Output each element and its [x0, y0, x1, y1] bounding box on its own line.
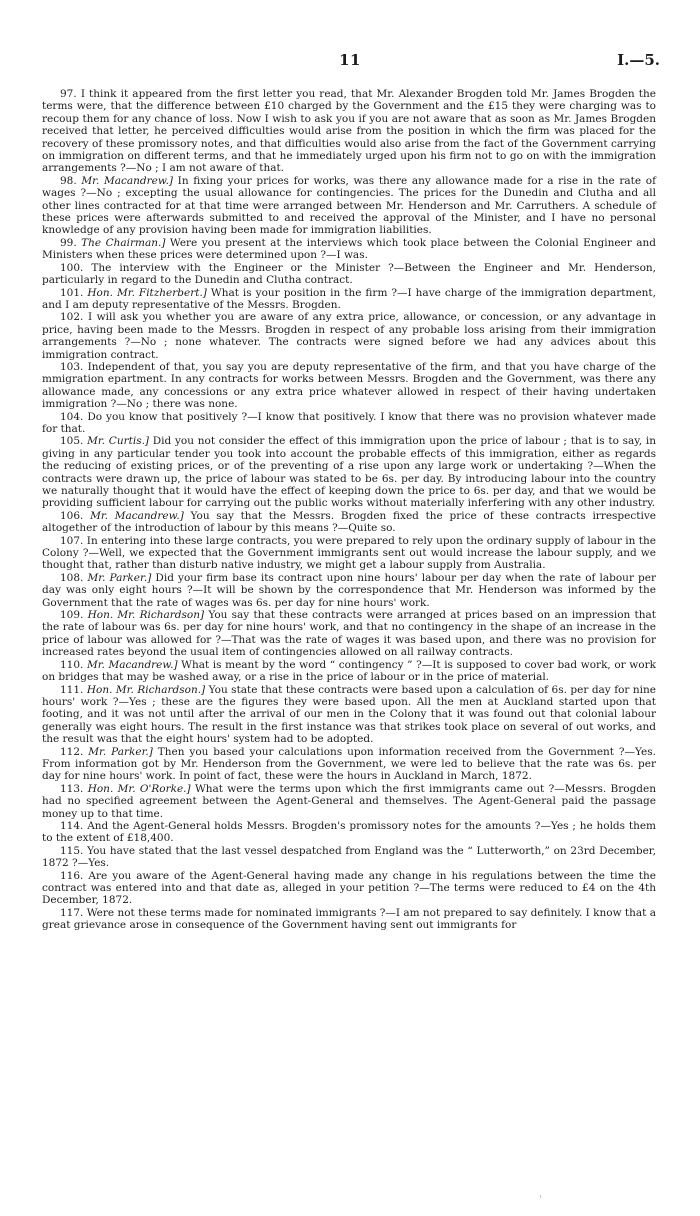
question-answer-text: In fixing your prices for works, was there any allowance made for a rise in the rate of wages ?—No ; excepting the usual allowance for contingencies. The prices for the Dunedin and Clutha and all other lines contracted for at that time were arranged between Mr. Henderson and Mr. Carruthers. A schedule of these prices were afterwards submitted to and received the approval of the Minister, and I have no personal knowledge of any provision having been made for immigration liabilities. [42, 174, 656, 237]
evidence-paragraph [42, 907, 656, 932]
question-number: 114. [60, 819, 84, 832]
evidence-paragraph [42, 311, 656, 361]
question-answer-text: Then you based your calculations upon information received from the Government ?—Yes. From information got by Mr. Henderson from the Government, we were led to believe that the rate was 6s. per day for nine hours' work. In point of fact, these were the hours in Auckland in March, 1872. [42, 745, 656, 783]
speaker-name: Mr. Parker.] [87, 571, 152, 584]
question-number: 113. [60, 782, 84, 795]
evidence-paragraph [42, 175, 656, 237]
question-answer-text: Did you not consider the effect of this immigration upon the price of labour ; that is to say, in giving in any particular tender you took into account the probable effects of this immigration, either as regards the reducing of existing prices, or of the preventing of a rise upon any large work or undertaking ?—When the contracts were drawn up, the price of labour was stated to be 6s. per day. By introducing labour into the country we naturally thought that it would have the effect of keeping down the price to 6s. per day, and that we would be providing sufficient labour for carrying out the public works without materially inferfering with any other industry. [42, 435, 656, 510]
speaker-name: The Chairman.] [81, 236, 166, 249]
page-number: 11 [339, 51, 361, 69]
question-answer-text: You say that these contracts were arranged at prices based on an impression that the rate of labour was 6s. per day for nine hours' work, and that no contingency in the shape of an increase in the price of labour was allowed for ?—That was the rate of wages it was based upon, and there was no provision for increased rates beyond the usual item of contingencies allowed on all railway contracts. [42, 609, 657, 659]
question-number: 103. [60, 360, 84, 373]
speaker-name: Mr. Macandrew.] [81, 174, 174, 187]
question-number: 102. [60, 311, 84, 324]
evidence-paragraph [42, 435, 656, 509]
evidence-paragraph [42, 609, 656, 659]
evidence-paragraph [42, 361, 656, 411]
evidence-paragraph [42, 746, 656, 783]
question-number: 110. [60, 658, 84, 671]
question-answer-text: The interview with the Engineer or the Minister ?—Between the Engineer and Mr. Henderson, particularly in regard to the Dunedin and Clutha contract. [42, 261, 656, 287]
question-answer-text: What were the terms upon which the first immigrants came out ?—Messrs. Brogden had no specified agreement between the Agent-General and themselves. The Agent-General paid the passage money up to that time. [42, 782, 656, 820]
question-number: 98. [60, 174, 77, 187]
evidence-paragraph [42, 684, 656, 746]
question-number: 97. [60, 88, 77, 100]
evidence-paragraph [42, 262, 656, 287]
question-number: 104. [60, 410, 84, 423]
question-number: 109. [60, 609, 84, 622]
question-number: 99. [60, 236, 77, 249]
question-answer-text: And the Agent-General holds Messrs. Brogden's promissory notes for the amounts ?—Yes ; he holds them to the extent of £18,400. [42, 819, 656, 845]
evidence-paragraph [42, 411, 656, 436]
question-answer-text: You say that the Messrs. Brogden fixed the price of these contracts irrespective altogether of the introduction of labour by this means ?—Quite so. [42, 509, 656, 535]
question-answer-text: Did your firm base its contract upon nine hours' labour per day when the rate of labour per day was only eight hours ?—It will be shown by the correspondence that Mr. Henderson was informed by the Government that the rate of wages was 6s. per day for nine hours' work. [42, 571, 657, 609]
evidence-paragraph [42, 783, 656, 820]
document-code: I.—5. [617, 51, 660, 69]
question-number: 111. [60, 683, 84, 696]
question-number: 117. [60, 906, 84, 919]
page-mark [540, 1195, 541, 1198]
question-answer-text: In entering into these large contracts, you were prepared to rely upon the ordinary supply of labour in the Colony ?—Well, we expected that the Government immigrants sent out would increase the labour supply, and we thought that, rather than disturb native industry, we might get a labour supply from Australia. [42, 534, 656, 572]
evidence-paragraph [42, 659, 656, 684]
question-answer-text: Were not these terms made for nominated immigrants ?—I am not prepared to say definitely. I know that a great grievance arose in consequence of the Government having sent out immigrants for [42, 906, 656, 932]
question-answer-text: Independent of that, you say you are deputy representative of the firm, and that you have charge of the mmigration epartment. In any contracts for works between Messrs. Brogden and the Government, was there any allowance made, any concessions or any extra price whatever allowed in respect of their having undertaken immigration ?—No ; there was none. [42, 360, 656, 411]
evidence-paragraph [42, 237, 656, 262]
question-number: 112. [60, 745, 84, 758]
question-number: 105. [60, 435, 84, 448]
speaker-name: Hon. Mr. Fitzherbert.] [87, 286, 207, 299]
evidence-paragraph [42, 88, 656, 175]
speaker-name: Mr. Curtis.] [87, 435, 150, 448]
question-answer-text: What is meant by the word “ contingency ” ?—It is supposed to cover bad work, or work on bridges that may be washed away, or a rise in the price of labour or in the price of material. [42, 658, 656, 684]
question-answer-text: You state that these contracts were based upon a calculation of 6s. per day for nine hours' work ?—Yes ; these are the figures they were based upon. All the men at Auckland started upon that footing, and it was not until after the arrival of our men in the Colony that it was found out that colonial labour generally was eight hours. The result in the first instance was that strikes took place on several of out works, and the result was that the eight hours' system had to be adopted. [42, 683, 656, 746]
question-answer-text: You have stated that the last vessel despatched from England was the “ Lutterworth,” on 23rd December, 1872 ?—Yes. [42, 844, 656, 870]
question-answer-text: What is your position in the firm ?—I have charge of the immigration department, and I am deputy representative of the Messrs. Brogden. [42, 286, 656, 311]
speaker-name: Mr. Parker.] [88, 745, 153, 758]
question-number: 106. [60, 509, 84, 522]
question-number: 116. [60, 869, 84, 882]
speaker-name: Hon. Mr. Richardson.] [86, 683, 206, 696]
evidence-paragraph [42, 510, 656, 535]
evidence-paragraph [42, 845, 656, 870]
speaker-name: Mr. Macandrew.] [90, 509, 184, 522]
speaker-name: Hon. Mr. Richardson] [87, 609, 205, 622]
question-number: 115. [60, 844, 84, 857]
question-answer-text: I think it appeared from the first letter you read, that Mr. Alexander Brogden told Mr. James Brogden the terms were, that the difference between £10 charged by the Government and the £15 they were charging was to recoup them for any chance of loss. Now I wish to ask you if you are not aware that as soon as Mr. James Brogden received that letter, he perceived difficulties would arise from the position in which the firm was placed for the recovery of these promissory notes, and that difficulties would also arise from the fact of the Government carrying on immigration on different terms, and that he immediately urged upon his firm not to go on with the immigration arrangements ?—No ; I am not aware of that. [42, 88, 656, 175]
question-number: 100. [60, 261, 84, 274]
evidence-paragraph [42, 572, 656, 609]
evidence-text [42, 88, 656, 932]
speaker-name: Hon. Mr. O'Rorke.] [87, 782, 191, 795]
evidence-paragraph [42, 535, 656, 572]
evidence-paragraph [42, 870, 656, 907]
question-answer-text: Were you present at the interviews which took place between the Colonial Engineer and Ministers when these prices were determined upon ?—I was. [42, 236, 656, 262]
question-answer-text: Are you aware of the Agent-General having made any change in his regulations between the time the contract was entered into and that date as, alleged in your petition ?—The terms were reduced to £4 on the 4th December, 1872. [42, 869, 656, 907]
question-number: 108. [60, 571, 84, 584]
evidence-paragraph [42, 820, 656, 845]
question-answer-text: Do you know that positively ?—I know that positively. I know that there was no provision whatever made for that. [42, 410, 656, 435]
question-number: 101. [60, 286, 84, 299]
evidence-paragraph [42, 287, 656, 312]
question-number: 107. [60, 534, 84, 547]
page-header [40, 51, 660, 71]
question-answer-text: I will ask you whether you are aware of any extra price, allowance, or concession, or any advantage in price, having been made to the Messrs. Brogden in respect of any probable loss arising from their immigration arrangements ?—No ; none whatever. The contracts were signed before we had any advices about this immigration contract. [42, 311, 656, 361]
speaker-name: Mr. Macandrew.] [86, 658, 178, 671]
